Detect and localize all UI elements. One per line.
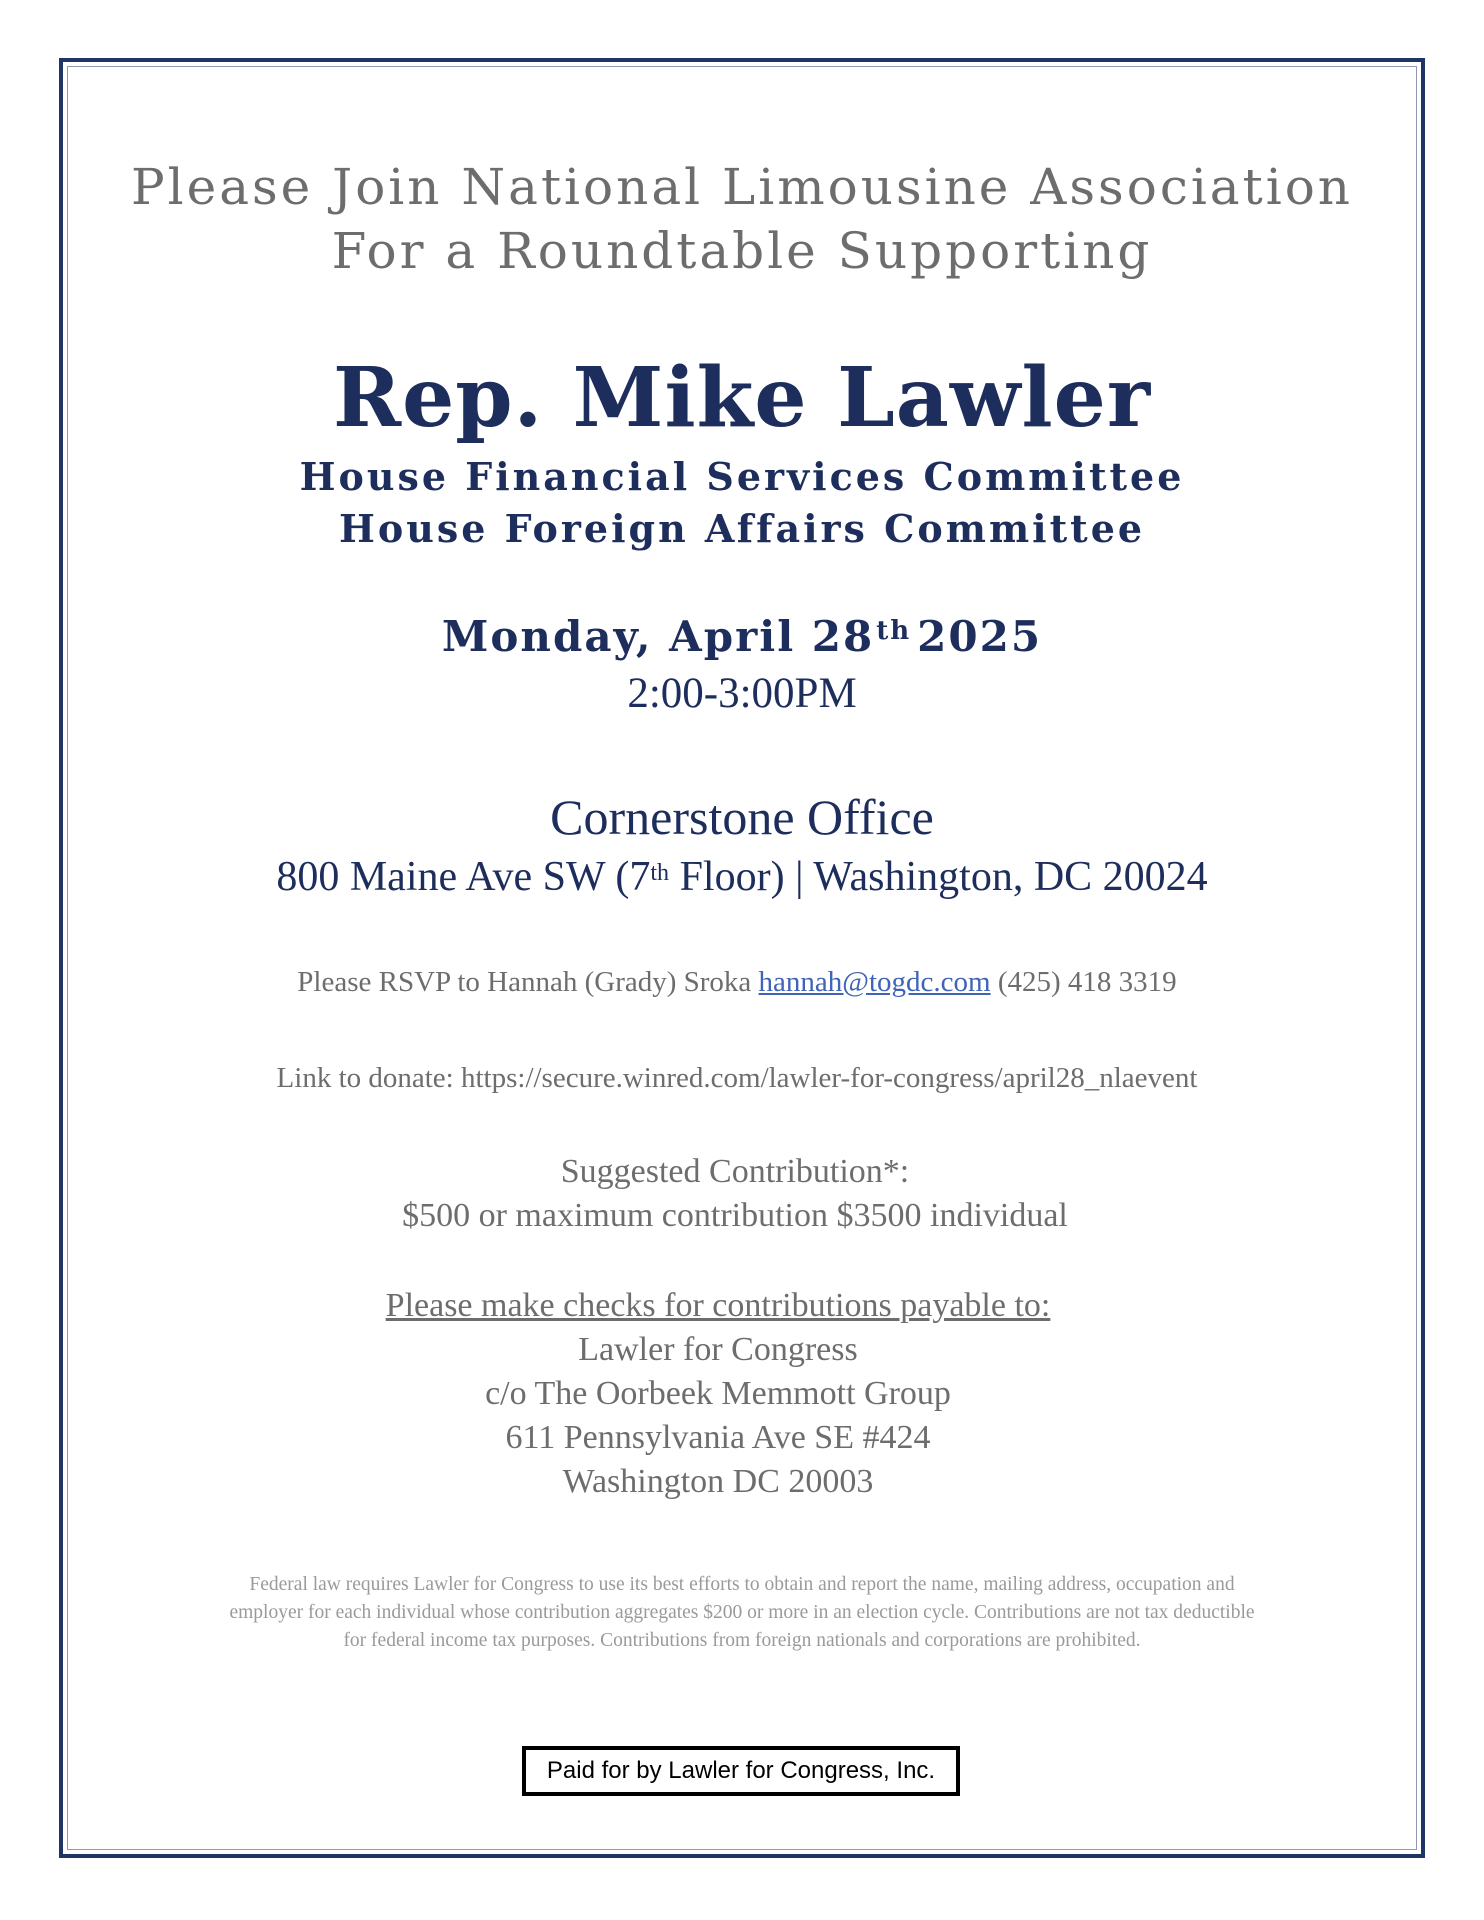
legal-disclaimer-line1: Federal law requires Lawler for Congress to use its best efforts to obtain and report the name, mailing address, occupation and xyxy=(249,1574,1235,1595)
event-date xyxy=(0,607,1484,667)
legal-disclaimer-line2: employer for each individual whose contribution aggregates $200 or more in an election cycle. Contributions are not tax deductible xyxy=(229,1602,1255,1623)
venue-address-rest: Floor) | Washington, DC 20024 xyxy=(669,854,1208,900)
event-time: 2:00-3:00PM xyxy=(627,670,857,717)
rsvp-email-link[interactable]: hannah@togdc.com xyxy=(758,966,991,998)
contribution-amount: $500 or maximum contribution $3500 individual xyxy=(402,1197,1068,1234)
rsvp-line xyxy=(0,962,1479,1002)
invite-heading-line2: For a Roundtable Supporting xyxy=(331,222,1153,280)
invite-heading-line1: Please Join National Limousine Association xyxy=(130,158,1354,216)
checks-street: 611 Pennsylvania Ave SE #424 xyxy=(505,1419,931,1456)
venue-address-street: 800 Maine Ave SW (7 xyxy=(276,854,651,900)
checks-payee: Lawler for Congress xyxy=(578,1331,858,1368)
venue-address xyxy=(0,849,1484,905)
rsvp-phone: (425) 418 3319 xyxy=(990,966,1177,998)
checks-city: Washington DC 20003 xyxy=(562,1463,874,1500)
donate-link-text: Link to donate: https://secure.winred.com/lawler-for-congress/april28_nlaevent xyxy=(276,1062,1198,1094)
rsvp-text: Please RSVP to Hannah (Grady) Sroka xyxy=(297,966,759,998)
checks-heading-text: Please make checks for contributions payable to: xyxy=(385,1287,1051,1324)
checks-heading xyxy=(0,1284,1460,1328)
legal-disclaimer xyxy=(95,1571,1389,1655)
venue-address-ordinal: th xyxy=(650,860,670,886)
honoree-name: Rep. Mike Lawler xyxy=(332,350,1152,446)
paid-for-disclaimer-text: Paid for by Lawler for Congress, Inc. xyxy=(546,1757,936,1784)
committee-foreign-affairs: House Foreign Affairs Committee xyxy=(338,506,1146,551)
paid-for-disclaimer-box xyxy=(522,1746,960,1796)
checks-care-of: c/o The Oorbeek Memmott Group xyxy=(485,1375,951,1412)
committee-financial-services: House Financial Services Committee xyxy=(299,454,1185,499)
venue-name: Cornerstone Office xyxy=(550,789,934,845)
event-date-ordinal: th xyxy=(876,616,912,646)
legal-disclaimer-line3: for federal income tax purposes. Contributions from foreign nationals and corporations are prohibited. xyxy=(343,1630,1141,1651)
event-date-main: Monday, April 28 xyxy=(441,612,875,661)
contribution-label: Suggested Contribution*: xyxy=(560,1153,910,1190)
event-date-year: 2025 xyxy=(917,612,1043,661)
